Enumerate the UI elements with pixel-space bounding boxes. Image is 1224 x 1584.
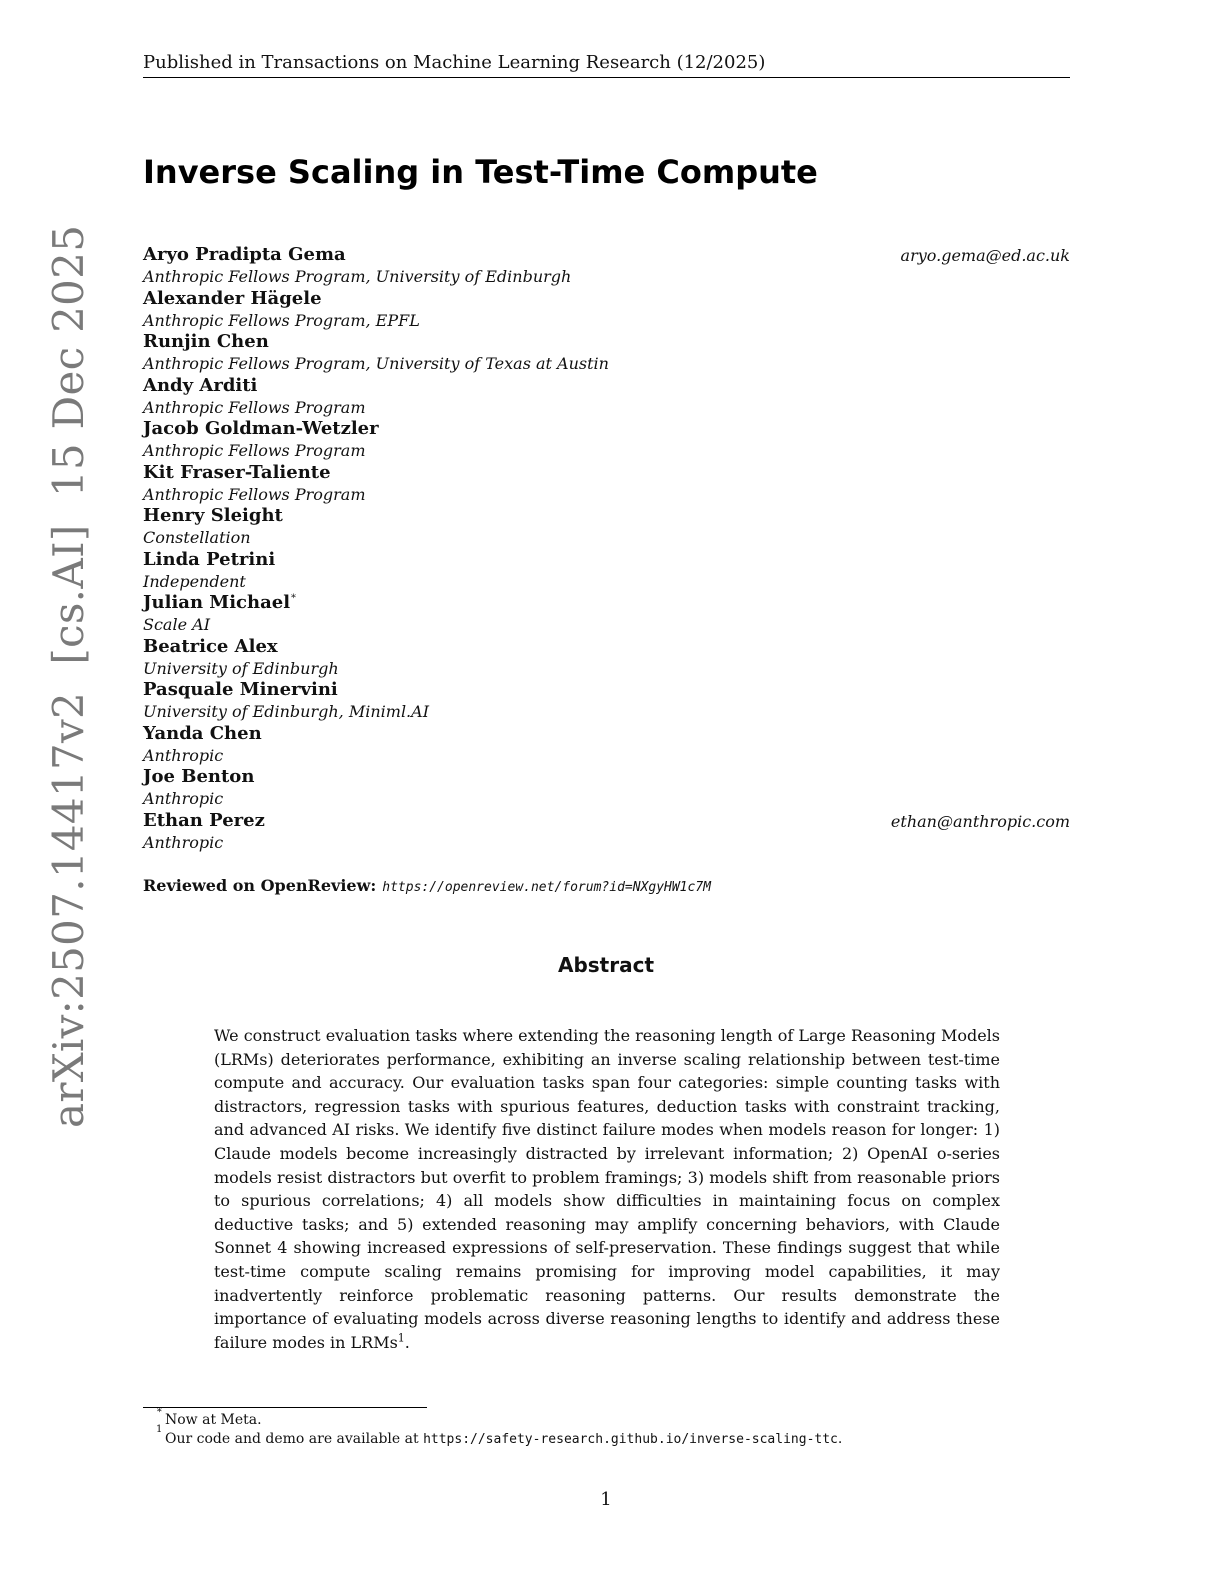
author-entry [143, 418, 1070, 462]
author-name-text: Jacob Goldman-Wetzler [143, 418, 379, 439]
author-name [143, 723, 1070, 745]
author-name [143, 331, 1070, 353]
author-name-text: Aryo Pradipta Gema [143, 244, 346, 265]
author-name-text: Beatrice Alex [143, 635, 278, 657]
author-affiliation: Anthropic Fellows Program, EPFL [143, 310, 420, 330]
page-number: 1 [600, 1489, 612, 1510]
code-demo-link[interactable]: https://safety-research.github.io/inverse-scaling-ttc [423, 1432, 838, 1447]
author-entry [143, 331, 1070, 375]
author-affiliation: Anthropic Fellows Program [143, 397, 366, 417]
author-entry [143, 505, 1070, 549]
author-entry [143, 288, 1070, 332]
openreview-link[interactable]: https://openreview.net/forum?id=NXgyHW1c7M [382, 880, 711, 895]
author-name-text: Henry Sleight [143, 505, 283, 526]
author-name-text: Andy Arditi [143, 374, 258, 396]
author-name [143, 505, 1070, 527]
author-name-text: Runjin Chen [143, 331, 269, 352]
author-footnote-mark[interactable]: ∗ [290, 591, 297, 602]
author-entry [143, 244, 1070, 288]
author-affiliation: Anthropic Fellows Program [143, 441, 366, 460]
author-name [143, 636, 1070, 658]
abstract-heading: Abstract [557, 953, 655, 977]
author-name-text: Alexander Hägele [143, 287, 322, 309]
author-affiliation: Anthropic Fellows Program, University of Texas at Austin [143, 354, 609, 373]
footnote-text: Our code and demo are available at [165, 1431, 424, 1447]
author-name [143, 592, 1070, 614]
abstract-end-punct: . [404, 1332, 410, 1352]
author-affiliation: Scale AI [143, 615, 211, 634]
author-affiliation: Anthropic [143, 789, 224, 808]
author-name [143, 462, 1070, 484]
author-name-text: Linda Petrini [143, 548, 276, 570]
author-entry [143, 375, 1070, 419]
author-affiliation: Anthropic Fellows Program [143, 484, 366, 504]
footnotes [156, 1405, 1070, 1449]
author-affiliation: Anthropic [143, 745, 224, 765]
author-list [143, 244, 1070, 853]
author-name-text: Joe Benton [143, 766, 255, 787]
author-affiliation: University of Edinburgh [143, 658, 339, 678]
abstract-paragraph: We construct evaluation tasks where extending the reasoning length of Large Reasoning Models (LRMs) deteriorates performance, exhibiting an inverse scaling relationship between test-time compute and accuracy. Our evaluation tasks span four categories: simple counting tasks with distractors, regression tasks with spurious features, deduction tasks with constraint tracking, and advanced AI risks. We identify five distinct failure modes when models reason for longer: 1) Claude models become increasingly distracted by irrelevant information; 2) OpenAI o-series models resist distractors but overfit to problem framings; 3) models shift from reasonable priors to spurious correlations; 4) all models show difficulties in maintaining focus on complex deductive tasks; and 5) extended reasoning may amplify concerning behaviors, with Claude Sonnet 4 showing increased expressions of self-preservation. These findings suggest that while test-time compute scaling remains promising for improving model capabilities, it may inadvertently reinforce problematic reasoning patterns. Our results demonstrate the importance of evaluating models across diverse reasoning lengths to identify and address these failure modes in LRMs [214, 1026, 1000, 1352]
author-name [143, 549, 1070, 571]
author-entry [143, 810, 1070, 854]
author-entry [143, 766, 1070, 810]
author-name [143, 288, 1070, 310]
author-name-text: Pasquale Minervini [143, 679, 338, 700]
footnote-end-punct: . [837, 1431, 843, 1447]
author-entry [143, 462, 1070, 506]
reviewed-label: Reviewed on OpenReview: [143, 876, 377, 895]
author-name [143, 766, 1070, 788]
running-header: Published in Transactions on Machine Learning Research (12/2025) [143, 52, 1070, 78]
reviewed-on-openreview [143, 876, 711, 898]
abstract-text [214, 1024, 1000, 1354]
author-name [143, 418, 1070, 440]
footnote-text: Now at Meta. [165, 1412, 262, 1428]
author-name-text: Kit Fraser-Taliente [143, 461, 331, 483]
author-name-text: Ethan Perez [143, 809, 265, 831]
author-email[interactable]: ethan@anthropic.com [890, 811, 1070, 831]
author-entry [143, 723, 1070, 767]
author-email[interactable]: aryo.gema@ed.ac.uk [900, 246, 1070, 265]
footnote-divider [143, 1407, 427, 1408]
author-entry [143, 679, 1070, 723]
footnote-meta: ∗ Now at Meta. [156, 1405, 262, 1428]
author-affiliation: University of Edinburgh, Miniml.AI [143, 702, 430, 721]
author-name [143, 375, 1070, 397]
arxiv-identifier-stamp[interactable]: arXiv:2507.14417v2 [cs.AI] 15 Dec 2025 [44, 224, 93, 1128]
paper-title: Inverse Scaling in Test-Time Compute [143, 153, 818, 191]
author-name-text: Julian Michael [143, 592, 291, 613]
footnote-code: 1 Our code and demo are available at https://safety-research.github.io/inverse-scaling-ttc. [156, 1424, 843, 1447]
author-name-text: Yanda Chen [143, 722, 262, 744]
author-affiliation: Anthropic Fellows Program, University of Edinburgh [143, 267, 572, 286]
author-affiliation: Anthropic [143, 832, 224, 852]
author-affiliation: Constellation [143, 528, 251, 547]
author-entry [143, 592, 1070, 636]
author-entry [143, 636, 1070, 680]
footnote-ref-1[interactable]: 1 [397, 1331, 405, 1345]
author-entry [143, 549, 1070, 593]
author-affiliation: Independent [143, 571, 246, 591]
author-name [143, 679, 1070, 701]
